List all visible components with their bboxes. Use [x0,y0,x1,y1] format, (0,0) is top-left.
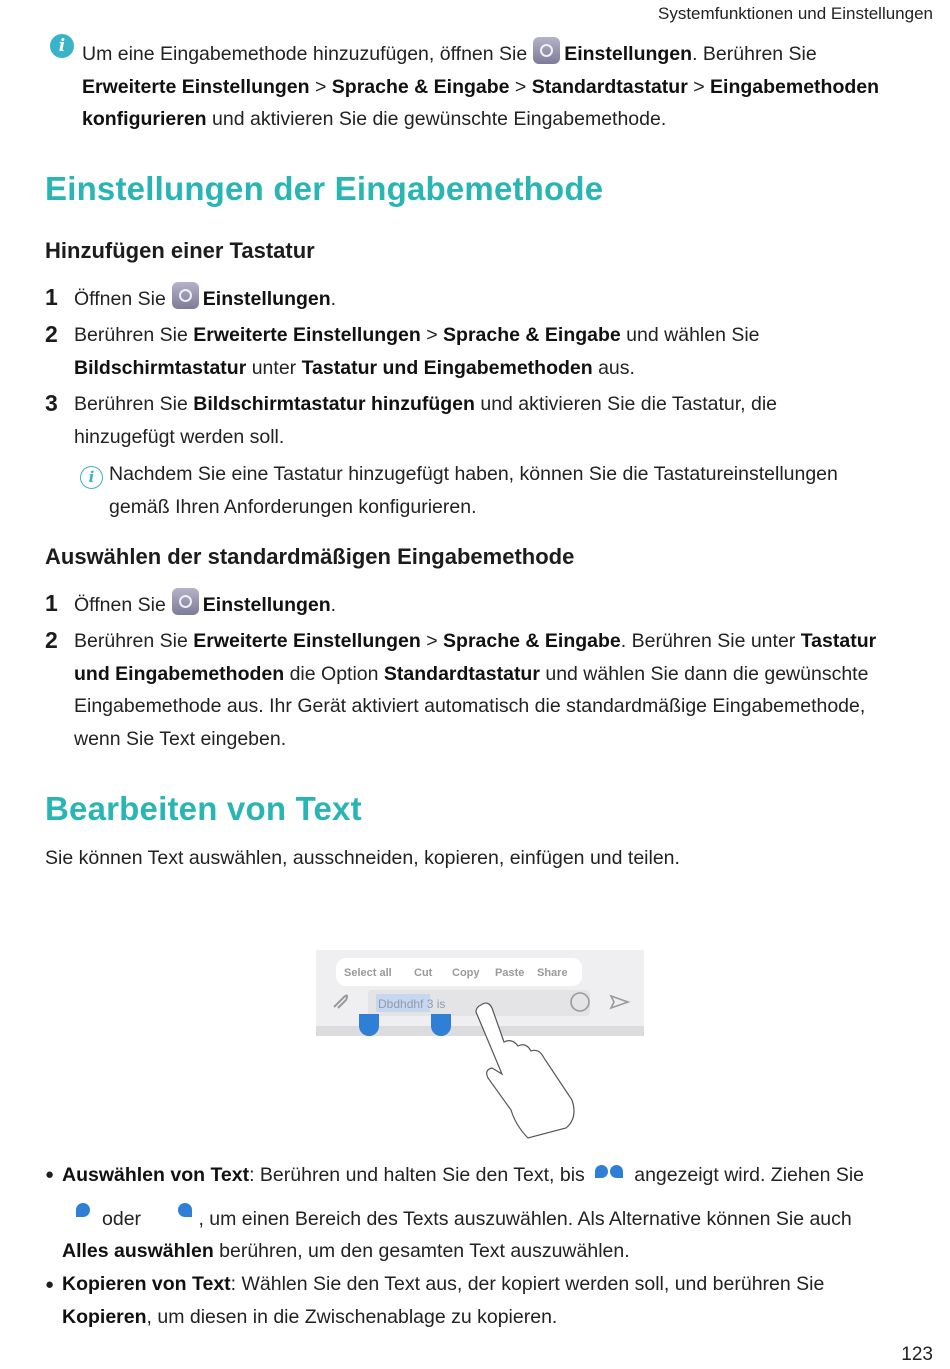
intro-line-2: Erweiterte Einstellungen > Sprache & Eingabe > Standardtastatur > Eingabemethoden [82,75,880,98]
settings-icon [172,282,199,309]
step-number: 2 [45,627,58,653]
selection-handles-icon [595,1158,629,1191]
info-icon: i [50,34,74,58]
intro-line-1: Um eine Eingabemethode hinzuzufügen, öffnen Sie Einstellungen. Berühren Sie [82,37,932,71]
section-title-eingabemethode: Einstellungen der Eingabemethode [45,170,604,207]
section-title-text: Bearbeiten von Text [45,790,362,827]
step-text: Berühren Sie Erweiterte Einstellungen > Sprache & Eingabe. Berühren Sie unter Tastatur und Eingabemethoden die Option Standardtastatur und wählen Sie dann die gewünschte Eingabemethode aus. Ihr Gerät aktiviert automatisch die standardmäßige Eingabemethode, wenn Sie Text eingeben. [74,630,877,750]
note-text: Nachdem Sie eine Tastatur hinzugefügt haben, können Sie die Tastatureinstellungen gemäß Ihren Anforderungen konfigurieren. [109,463,838,518]
info-icon: i [80,466,103,489]
selected-text: Dbdhdhf 3 is [378,997,446,1011]
menu-cut: Cut [414,967,433,979]
step-number: 1 [45,590,58,616]
menu-paste: Paste [495,967,525,979]
step-text: Öffnen Sie Einstellungen. [74,588,336,622]
step-text: Berühren Sie Bildschirmtastatur hinzufügen und aktivieren Sie die Tastatur, die hinzugefügt werden soll. [74,393,778,448]
menu-share: Share [537,967,568,979]
text-edit-figure [316,950,646,1140]
step-text: Berühren Sie Erweiterte Einstellungen > Sprache & Eingabe und wählen Sie Bildschirmtastatur unter Tastatur und Eingabemethoden aus. [74,324,760,379]
running-header: Systemfunktionen und Einstellungen [657,4,933,23]
selection-handle-left [359,1014,379,1036]
settings-icon [533,37,560,64]
intro-line-3: konfigurieren und aktivieren Sie die gewünschte Eingabemethode. [82,108,667,130]
bullet-marker: ● [45,1166,55,1183]
left-handle-icon [76,1203,90,1217]
bullet-select-text: Auswählen von Text: Berühren und halten Sie den Text, bis angezeigt wird. Ziehen Sie oder , um einen Bereich des Texts auszuwählen. Als Alternative können Sie auch Alles auswählen berühren, um den gesamten Text auszuwählen. [62,1158,942,1268]
right-handle-icon [178,1203,192,1217]
step-number: 1 [45,284,58,310]
subsection-title-standard: Auswählen der standardmäßigen Eingabemethode [45,544,575,569]
page-number: 123 [901,1344,933,1365]
menu-select-all: Select all [344,967,392,979]
intro-note [82,37,932,136]
text-edit-illustration [316,950,646,1140]
step-text: Öffnen Sie Einstellungen. [74,282,336,316]
bullet-marker: ● [45,1276,55,1293]
step-number: 2 [45,321,58,347]
settings-icon [172,588,199,615]
menu-copy: Copy [452,967,480,979]
step-number: 3 [45,390,58,416]
subsection-title-tastatur: Hinzufügen einer Tastatur [45,238,315,263]
bullet-copy-text: Kopieren von Text: Wählen Sie den Text aus, der kopiert werden soll, und berühren Sie Kopieren, um diesen in die Zwischenablage zu kopieren. [62,1273,825,1328]
selection-handle-right [431,1014,451,1036]
section-intro: Sie können Text auswählen, ausschneiden, kopieren, einfügen und teilen. [45,847,680,869]
